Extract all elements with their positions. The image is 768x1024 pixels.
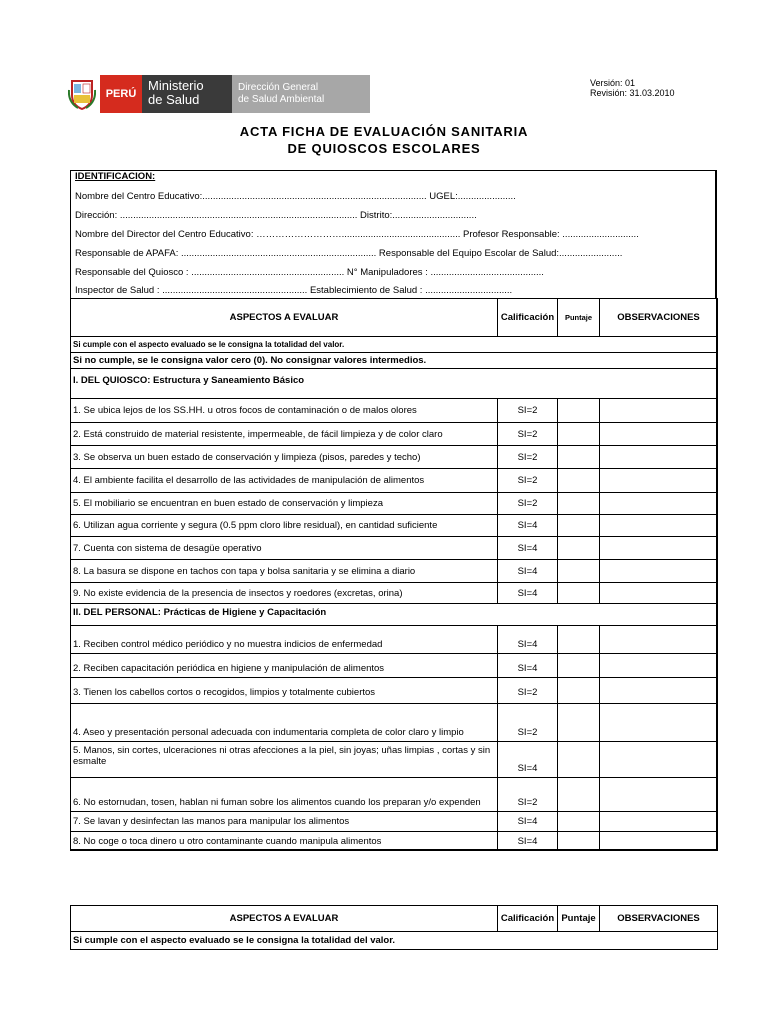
note-complies: Si cumple con el aspecto evaluado se le consigna la totalidad del valor. xyxy=(71,337,718,353)
score-cell[interactable] xyxy=(558,678,600,704)
score-cell[interactable] xyxy=(558,515,600,537)
header-aspects: ASPECTOS A EVALUAR xyxy=(71,906,498,932)
item-text: 5. El mobiliario se encuentran en buen estado de conservación y limpieza xyxy=(71,493,498,515)
item-text: 6. Utilizan agua corriente y segura (0.5 ppm cloro libre residual), en cantidad suficiente xyxy=(71,515,498,537)
observation-cell[interactable] xyxy=(600,560,718,583)
item-value: SI=4 xyxy=(498,583,558,604)
table-row xyxy=(71,493,718,515)
ministry-line1: Ministerio xyxy=(148,78,204,93)
document-title-line2: DE QUIOSCOS ESCOLARES xyxy=(287,141,481,156)
document-title-line1: ACTA FICHA DE EVALUACIÓN SANITARIA xyxy=(239,124,529,139)
observation-cell[interactable] xyxy=(600,832,718,851)
item-value: SI=4 xyxy=(498,832,558,851)
table-row xyxy=(71,778,718,812)
identification-heading: IDENTIFICACION: xyxy=(75,171,156,182)
id-line-kiosk: Responsable del Quiosco : .......................................................... N° Manipuladores : ........................................... xyxy=(75,267,544,278)
item-value: SI=4 xyxy=(498,626,558,654)
observation-cell[interactable] xyxy=(600,493,718,515)
version-info xyxy=(590,78,675,98)
observation-cell[interactable] xyxy=(600,423,718,446)
header-observations: OBSERVACIONES xyxy=(600,906,718,932)
table-row xyxy=(71,515,718,537)
item-value: SI=2 xyxy=(498,678,558,704)
observation-cell[interactable] xyxy=(600,446,718,469)
peru-label: PERÚ xyxy=(100,75,142,113)
table-row xyxy=(71,832,718,851)
id-line-apafa: Responsable de APAFA: .......................................................................... Responsable del Equipo Escolar de Salud:........................ xyxy=(75,248,623,259)
item-value: SI=2 xyxy=(498,399,558,423)
item-value: SI=2 xyxy=(498,469,558,493)
header-score: Puntaje xyxy=(558,299,600,337)
header-qualification: Calificación xyxy=(498,299,558,337)
score-cell[interactable] xyxy=(558,469,600,493)
item-text: 3. Tienen los cabellos cortos o recogidos, limpios y totalmente cubiertos xyxy=(71,678,498,704)
direction-line2: de Salud Ambiental xyxy=(238,94,325,105)
observation-cell[interactable] xyxy=(600,812,718,832)
item-value: SI=2 xyxy=(498,493,558,515)
id-line-address: Dirección: .......................................................................................... Distrito:................................ xyxy=(75,210,477,221)
item-text: 9. No existe evidencia de la presencia de insectos y roedores (excretas, orina) xyxy=(71,583,498,604)
score-cell[interactable] xyxy=(558,493,600,515)
score-cell[interactable] xyxy=(558,832,600,851)
score-cell[interactable] xyxy=(558,560,600,583)
id-line-inspector: Inspector de Salud : ....................................................... Establecimiento de Salud : ................................. xyxy=(75,285,513,296)
table-row xyxy=(71,537,718,560)
score-cell[interactable] xyxy=(558,778,600,812)
observation-cell[interactable] xyxy=(600,742,718,778)
observation-cell[interactable] xyxy=(600,515,718,537)
score-cell[interactable] xyxy=(558,446,600,469)
observation-cell[interactable] xyxy=(600,678,718,704)
item-text: 2. Está construido de material resistente, impermeable, de fácil limpieza y de color claro xyxy=(71,423,498,446)
identification-block xyxy=(70,170,716,298)
observation-cell[interactable] xyxy=(600,399,718,423)
table-row xyxy=(71,399,718,423)
header-qualification: Calificación xyxy=(498,906,558,932)
item-text: 4. Aseo y presentación personal adecuada con indumentaria completa de color claro y limpio xyxy=(71,704,498,742)
direction-line1: Dirección General xyxy=(238,82,319,93)
note-complies: Si cumple con el aspecto evaluado se le consigna la totalidad del valor. xyxy=(71,932,718,950)
header-observations: OBSERVACIONES xyxy=(600,299,718,337)
item-text: 6. No estornudan, tosen, hablan ni fuman sobre los alimentos cuando los preparan y/o expenden xyxy=(71,778,498,812)
item-text: 8. No coge o toca dinero u otro contaminante cuando manipula alimentos xyxy=(71,832,498,851)
table-row xyxy=(71,654,718,678)
item-text: 7. Cuenta con sistema de desagüe operativo xyxy=(71,537,498,560)
item-text: 7. Se lavan y desinfectan las manos para manipular los alimentos xyxy=(71,812,498,832)
score-cell[interactable] xyxy=(558,537,600,560)
table-row xyxy=(71,742,718,778)
note-not-complies: Si no cumple, se le consigna valor cero (0). No consignar valores intermedios. xyxy=(71,353,718,369)
table-row xyxy=(71,626,718,654)
item-text: 8. La basura se dispone en tachos con tapa y bolsa sanitaria y se elimina a diario xyxy=(71,560,498,583)
item-text: 2. Reciben capacitación periódica en higiene y manipulación de alimentos xyxy=(71,654,498,678)
direction-logo xyxy=(232,75,370,113)
item-value: SI=2 xyxy=(498,446,558,469)
table-row xyxy=(71,583,718,604)
item-value: SI=4 xyxy=(498,742,558,778)
section-title-personnel: II. DEL PERSONAL: Prácticas de Higiene y Capacitación xyxy=(71,604,718,626)
observation-cell[interactable] xyxy=(600,583,718,604)
table-row xyxy=(71,446,718,469)
item-value: SI=4 xyxy=(498,654,558,678)
item-text: 1. Se ubica lejos de los SS.HH. u otros focos de contaminación o de malos olores xyxy=(71,399,498,423)
item-value: SI=2 xyxy=(498,704,558,742)
table-header-row xyxy=(71,299,718,337)
table-row xyxy=(71,678,718,704)
ministry-logo xyxy=(142,75,232,113)
item-value: SI=4 xyxy=(498,515,558,537)
table-row xyxy=(71,423,718,446)
score-cell[interactable] xyxy=(558,399,600,423)
score-cell[interactable] xyxy=(558,423,600,446)
score-cell[interactable] xyxy=(558,812,600,832)
item-text: 5. Manos, sin cortes, ulceraciones ni otras afecciones a la piel, sin joyas; uñas limpias , cortas y sin esmalte xyxy=(71,742,498,778)
section-title-kiosk: I. DEL QUIOSCO: Estructura y Saneamiento Básico xyxy=(71,369,718,399)
id-line-director: Nombre del Director del Centro Educativo: ………………………............................................. Profesor Responsable: ............................. xyxy=(75,229,639,240)
observation-cell[interactable] xyxy=(600,626,718,654)
score-cell[interactable] xyxy=(558,654,600,678)
item-value: SI=2 xyxy=(498,423,558,446)
table-row xyxy=(71,704,718,742)
header-aspects: ASPECTOS A EVALUAR xyxy=(71,299,498,337)
item-value: SI=4 xyxy=(498,560,558,583)
item-value: SI=4 xyxy=(498,812,558,832)
id-line-school: Nombre del Centro Educativo:..................................................................................... UGEL:...................... xyxy=(75,191,516,202)
table-row xyxy=(71,812,718,832)
observation-cell[interactable] xyxy=(600,704,718,742)
table-row xyxy=(71,560,718,583)
item-text: 3. Se observa un buen estado de conservación y limpieza (pisos, paredes y techo) xyxy=(71,446,498,469)
header-score: Puntaje xyxy=(558,906,600,932)
item-value: SI=2 xyxy=(498,778,558,812)
score-cell[interactable] xyxy=(558,742,600,778)
table-row xyxy=(71,469,718,493)
revision-text: Revisión: 31.03.2010 xyxy=(590,88,675,98)
score-cell[interactable] xyxy=(558,704,600,742)
observation-cell[interactable] xyxy=(600,469,718,493)
table-header-row xyxy=(71,906,718,932)
score-cell[interactable] xyxy=(558,626,600,654)
peru-coat-of-arms-icon xyxy=(68,78,96,110)
item-value: SI=4 xyxy=(498,537,558,560)
version-text: Versión: 01 xyxy=(590,78,636,88)
ministry-line2: de Salud xyxy=(148,92,200,107)
observation-cell[interactable] xyxy=(600,654,718,678)
observation-cell[interactable] xyxy=(600,778,718,812)
evaluation-table-continued xyxy=(70,905,718,950)
evaluation-table xyxy=(70,298,718,851)
item-text: 1. Reciben control médico periódico y no muestra indicios de enfermedad xyxy=(71,626,498,654)
observation-cell[interactable] xyxy=(600,537,718,560)
item-text: 4. El ambiente facilita el desarrollo de las actividades de manipulación de alimentos xyxy=(71,469,498,493)
score-cell[interactable] xyxy=(558,583,600,604)
